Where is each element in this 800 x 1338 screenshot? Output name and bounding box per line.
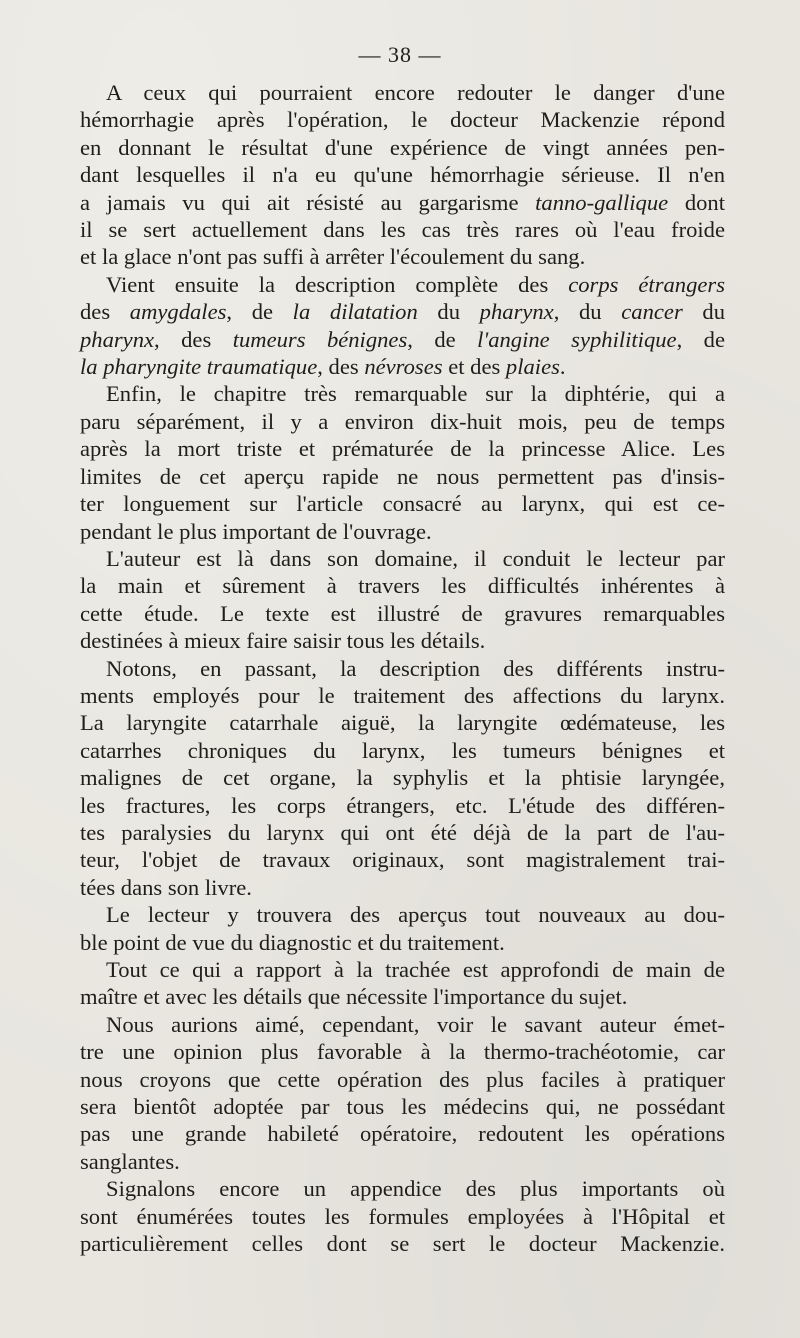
text-line: Signalons encore un appendice des plus importants où: [106, 1176, 725, 1202]
text-line: cette étude. Le texte est illustré de gravures remarquables: [80, 600, 725, 626]
text-line: catarrhes chroniques du larynx, les tumeurs bénignes et: [80, 737, 725, 763]
text-line: limites de cet aperçu rapide ne nous permettent pas d'insis-: [80, 463, 725, 489]
text-line: la main et sûrement à travers les difficultés inhérentes à: [80, 573, 725, 599]
text-line: teur, l'objet de travaux originaux, sont magistralement trai-: [80, 847, 725, 873]
text-line: Notons, en passant, la description des différents instru-: [106, 655, 725, 681]
paragraph: [80, 1011, 725, 1175]
text-line: ble point de vue du diagnostic et du traitement.: [80, 929, 505, 955]
paragraph: [80, 1175, 725, 1257]
text-line: pas une grande habileté opératoire, redoutent les opérations: [80, 1121, 725, 1147]
text-line: tées dans son livre.: [80, 874, 252, 900]
text-line: dant lesquelles il n'a eu qu'une hémorrhagie sérieuse. Il n'en: [80, 162, 725, 188]
text-line: sera bientôt adoptée par tous les médecins qui, ne possédant: [80, 1094, 725, 1120]
text-line: Tout ce qui a rapport à la trachée est approfondi de main de: [106, 957, 725, 982]
text-line: pendant le plus important de l'ouvrage.: [80, 518, 432, 544]
text-line: maître et avec les détails que nécessite l'importance du sujet.: [80, 984, 628, 1010]
text-line: destinées à mieux faire saisir tous les détails.: [80, 628, 486, 654]
text-line: Le lecteur y trouvera des aperçus tout nouveaux au dou-: [106, 902, 725, 928]
paragraph: [80, 545, 725, 655]
text-line: ments employés pour le traitement des affections du larynx.: [80, 682, 725, 708]
text-line: tre une opinion plus favorable à la thermo-trachéotomie, car: [80, 1039, 725, 1065]
text-line: sont énumérées toutes les formules employées à l'Hôpital et: [80, 1203, 725, 1229]
text-line: Nous aurions aimé, cependant, voir le savant auteur émet-: [106, 1011, 725, 1037]
paragraph: [80, 271, 725, 381]
body-text: [80, 79, 725, 1257]
text-line: nous croyons que cette opération des plus faciles à pratiquer: [80, 1066, 725, 1092]
text-line: Enfin, le chapitre très remarquable sur la diphtérie, qui a: [106, 381, 725, 407]
text-line: malignes de cet organe, la syphylis et la phtisie laryngée,: [80, 765, 725, 791]
text-line: pharynx, des tumeurs bénignes, de l'angine syphilitique, de: [80, 326, 725, 352]
paragraph: [80, 79, 725, 271]
text-line: en donnant le résultat d'une expérience de vingt années pen-: [80, 134, 725, 160]
text-line: Vient ensuite la description complète des corps étrangers: [106, 271, 725, 297]
paragraph: [80, 380, 725, 544]
text-line: particulièrement celles dont se sert le docteur Mackenzie.: [80, 1231, 725, 1257]
text-line: tes paralysies du larynx qui ont été déjà de la part de l'au-: [80, 819, 725, 845]
text-line: ter longuement sur l'article consacré au larynx, qui est ce-: [80, 491, 725, 517]
text-line: L'auteur est là dans son domaine, il conduit le lecteur par: [106, 545, 725, 571]
page-number: — 38 —: [358, 42, 442, 67]
text-line: après la mort triste et prématurée de la princesse Alice. Les: [80, 436, 725, 462]
paragraph: [80, 901, 725, 956]
text-line: La laryngite catarrhale aiguë, la laryngite œdémateuse, les: [80, 710, 725, 736]
text-line: sanglantes.: [80, 1148, 180, 1174]
text-line: A ceux qui pourraient encore redouter le danger d'une: [106, 80, 725, 105]
paragraph: [80, 655, 725, 902]
text-line: et la glace n'ont pas suffi à arrêter l'écoulement du sang.: [80, 244, 586, 270]
text-line: paru séparément, il y a environ dix-huit mois, peu de temps: [80, 408, 725, 434]
text-line: la pharyngite traumatique, des névroses et des plaies.: [80, 354, 566, 380]
text-line: des amygdales, de la dilatation du pharynx, du cancer du: [80, 299, 725, 325]
text-line: il se sert actuellement dans les cas très rares où l'eau froide: [80, 217, 725, 243]
text-line: a jamais vu qui ait résisté au gargarisme tanno-gallique dont: [80, 189, 725, 215]
paragraph: [80, 956, 725, 1011]
text-line: les fractures, les corps étrangers, etc. L'étude des différen-: [80, 792, 725, 818]
text-line: hémorrhagie après l'opération, le docteur Mackenzie répond: [80, 107, 725, 133]
